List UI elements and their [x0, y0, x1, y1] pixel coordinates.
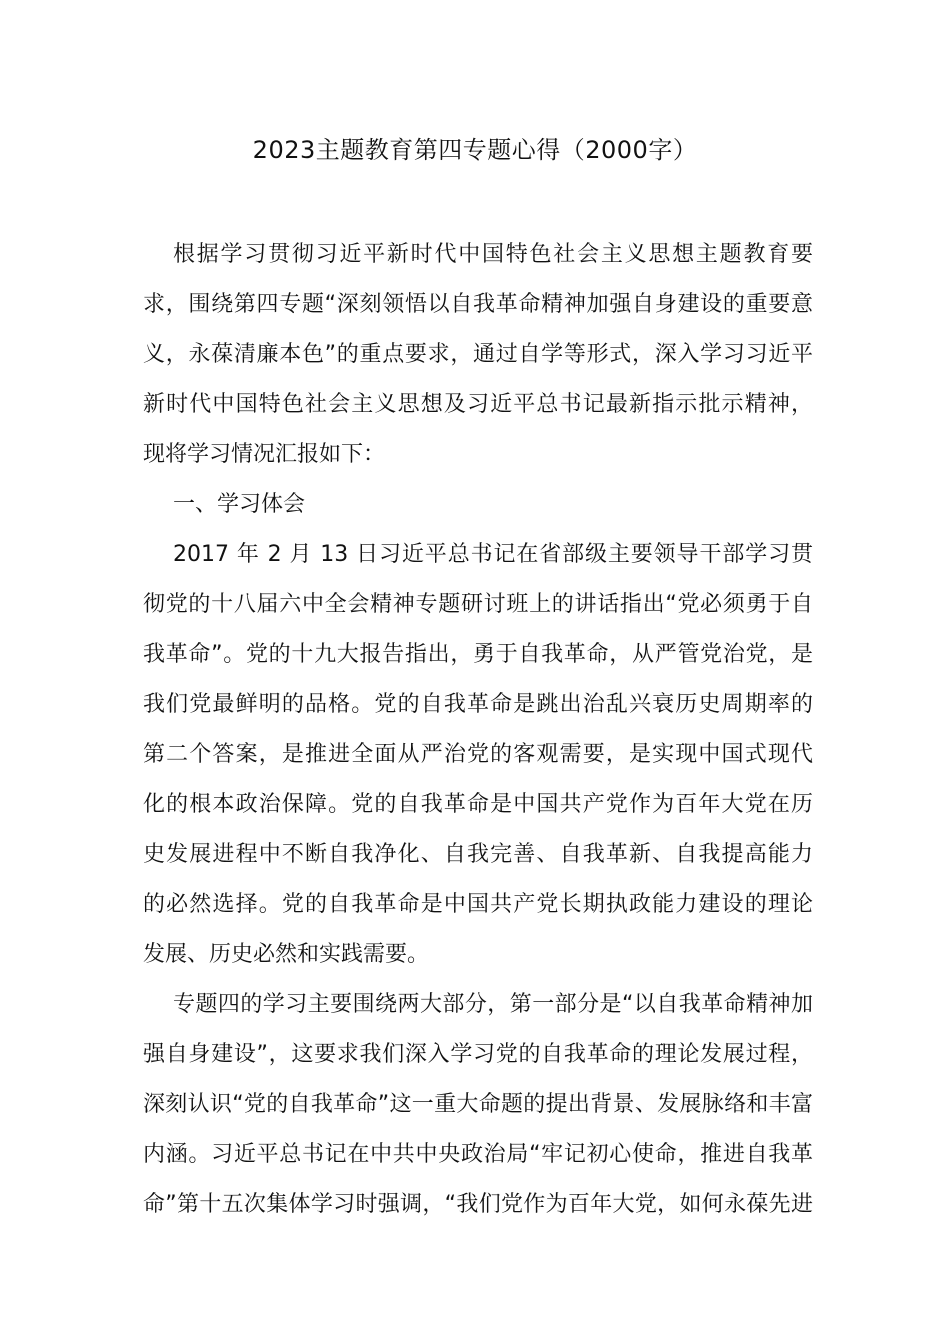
paragraph-2-line-1: 2017 年 2 月 13 日习近平总书记在省部级主要领导干部学习贯	[173, 542, 813, 567]
paragraph-3-line-2: 强自身建设”，这要求我们深入学习党的自我革命的理论发展过程，	[143, 1042, 813, 1067]
paragraph-2-line-8: 的必然选择。党的自我革命是中国共产党长期执政能力建设的理论	[143, 892, 813, 917]
section-heading: 一、学习体会	[173, 492, 306, 517]
paragraph-1-line-5: 现将学习情况汇报如下：	[143, 442, 386, 467]
paragraph-3-line-4: 内涵。习近平总书记在中共中央政治局“牢记初心使命，推进自我革	[143, 1142, 813, 1167]
paragraph-1-line-1: 根据学习贯彻习近平新时代中国特色社会主义思想主题教育要	[173, 242, 813, 267]
paragraph-2-line-4: 我们党最鲜明的品格。党的自我革命是跳出治乱兴衰历史周期率的	[143, 692, 813, 717]
paragraph-3-line-1: 专题四的学习主要围绕两大部分，第一部分是“以自我革命精神加	[173, 992, 813, 1017]
document-body	[143, 230, 813, 1230]
paragraph-3-line-3: 深刻认识“党的自我革命”这一重大命题的提出背景、发展脉络和丰富	[143, 1092, 813, 1117]
paragraph-1-line-4: 新时代中国特色社会主义思想及习近平总书记最新指示批示精神，	[143, 392, 813, 417]
paragraph-2-line-2: 彻党的十八届六中全会精神专题研讨班上的讲话指出“党必须勇于自	[143, 592, 813, 617]
paragraph-3-line-5: 命”第十五次集体学习时强调，“我们党作为百年大党，如何永葆先进	[143, 1192, 813, 1217]
paragraph-2-line-5: 第二个答案，是推进全面从严治党的客观需要，是实现中国式现代	[143, 742, 813, 767]
paragraph-2-line-6: 化的根本政治保障。党的自我革命是中国共产党作为百年大党在历	[143, 792, 813, 817]
document-title: 2023主题教育第四专题心得（2000字）	[252, 136, 698, 164]
paragraph-1-line-3: 义，永葆清廉本色”的重点要求，通过自学等形式，深入学习习近平	[143, 342, 813, 367]
paragraph-2-line-7: 史发展进程中不断自我净化、自我完善、自我革新、自我提高能力	[143, 842, 813, 867]
paragraph-2-line-9: 发展、历史必然和实践需要。	[143, 942, 430, 967]
paragraph-1-line-2: 求，围绕第四专题“深刻领悟以自我革命精神加强自身建设的重要意	[143, 292, 813, 317]
paragraph-2-line-3: 我革命”。党的十九大报告指出，勇于自我革命，从严管党治党，是	[143, 642, 813, 667]
